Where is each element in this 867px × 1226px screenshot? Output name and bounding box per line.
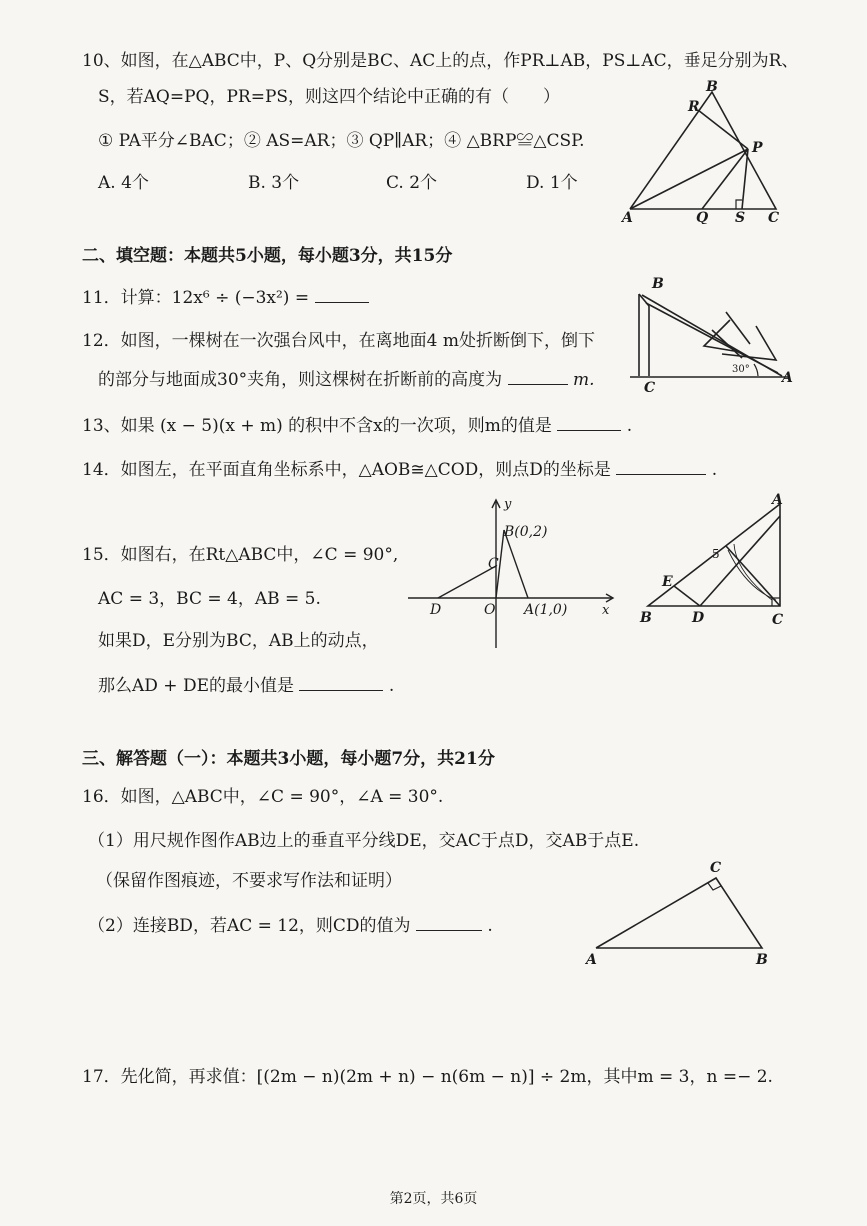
q12-unit: m.: [572, 370, 595, 390]
q10-label-s: S: [735, 210, 746, 224]
q15-label-c: C: [772, 612, 784, 628]
q10-label-b: B: [706, 79, 718, 95]
q16-label-a: A: [586, 952, 597, 968]
q13-line: [82, 414, 632, 437]
q12-answer-blank[interactable]: [508, 368, 568, 385]
q12-label-c: C: [644, 380, 656, 394]
q14-label-x: x: [602, 603, 610, 618]
q13-end: .: [626, 416, 633, 436]
q15-end: .: [388, 676, 395, 696]
q10-option-c: C. 2个: [386, 173, 438, 193]
q16-part1-note: （保留作图痕迹，不要求写作法和证明）: [96, 871, 402, 891]
q10-label-a: A: [622, 210, 633, 224]
q16-part2-text: （2）连接BD，若AC = 12，则CD的值为: [88, 916, 411, 936]
q16-part1: （1）用尺规作图作AB边上的垂直平分线DE，交AC于点D，交AB于点E.: [88, 831, 640, 851]
q14-answer-blank[interactable]: [616, 458, 706, 475]
q16-end: .: [487, 916, 493, 936]
q15-label-5: 5: [712, 547, 720, 561]
q15-label-a: A: [772, 492, 783, 508]
q15-label-d: D: [692, 610, 705, 626]
q10-triangle-figure: [620, 76, 795, 224]
q10-option-d: D. 1个: [526, 173, 578, 193]
q13-answer-blank[interactable]: [557, 414, 621, 431]
q12-line1: 12．如图，一棵树在一次强台风中，在离地面4 m处折断倒下，倒下: [82, 331, 595, 351]
q14-text: 14．如图左，在平面直角坐标系中，△AOB≅△COD，则点D的坐标是: [82, 460, 611, 480]
q13-text: 13、如果 (x − 5)(x + m) 的积中不含x的一次项，则m的值是: [82, 416, 552, 436]
q15-line2: AC = 3，BC = 4，AB = 5.: [98, 589, 321, 609]
q10-option-b: B. 3个: [248, 173, 300, 193]
q10-statements: ① PA平分∠BAC；② AS=AR；③ QP∥AR；④ △BRP≌△CSP.: [98, 131, 585, 151]
q11-text: 11．计算：12x⁶ ÷ (−3x²) =: [82, 288, 310, 308]
q12-tree-figure: [626, 272, 796, 394]
q16-triangle-figure: [580, 852, 776, 972]
q16-label-c: C: [710, 860, 722, 876]
q17-text: 17．先化简，再求值：[(2m − n)(2m + n) − n(6m − n)] ÷ 2m，其中m = 3，n =− 2.: [82, 1067, 773, 1087]
q12-line2: [98, 368, 594, 391]
q16-label-b: B: [756, 952, 768, 968]
q15-text: 那么AD + DE的最小值是: [98, 676, 294, 696]
q10-label-r: R: [688, 99, 700, 115]
q10-label-p: P: [752, 140, 763, 156]
q10-stem-line1: 10、如图，在△ABC中，P、Q分别是BC、AC上的点，作PR⊥AB，PS⊥AC，垂足分别为R、: [82, 51, 799, 71]
q14-label-a: A(1,0): [524, 602, 568, 618]
q16-part2-line: [88, 914, 493, 937]
q15-triangle-figure: [636, 488, 796, 632]
q15-line3: 如果D，E分别为BC，AB上的动点，: [98, 631, 379, 651]
page-footer: 第2页，共6页: [389, 1191, 478, 1207]
q10-label-q: Q: [696, 210, 709, 224]
q14-line: [82, 458, 717, 481]
q12-label-a: A: [782, 370, 793, 386]
q15-answer-blank[interactable]: [299, 674, 383, 691]
q16-answer-blank[interactable]: [416, 914, 482, 931]
q12-text: 的部分与地面成30°夹角，则这棵树在折断前的高度为: [98, 370, 503, 390]
q15-line1: 15．如图右，在Rt△ABC中，∠C = 90°,: [82, 545, 399, 565]
q14-coordinate-figure: [404, 492, 626, 654]
q10-label-c: C: [768, 210, 780, 224]
q14-label-o: O: [484, 602, 496, 618]
q10-stem-line2: S，若AQ=PQ，PR=PS，则这四个结论中正确的有（ ）: [98, 87, 561, 107]
q15-label-b: B: [640, 610, 652, 626]
q12-angle-label: 30°: [732, 364, 750, 375]
q14-end: .: [711, 460, 718, 480]
section3-title: 三、解答题（一）：本题共3小题，每小题7分，共21分: [82, 749, 495, 769]
q11-answer-blank[interactable]: [315, 286, 369, 303]
q15-line4: [98, 674, 394, 697]
q14-label-d: D: [430, 602, 442, 618]
q11-line: [82, 286, 369, 309]
q12-label-b: B: [652, 276, 664, 292]
q15-label-e: E: [662, 574, 673, 590]
q14-label-c: C: [488, 556, 499, 572]
q14-label-y: y: [504, 497, 512, 512]
q10-option-a: A. 4个: [98, 173, 149, 193]
q16-stem: 16．如图，△ABC中，∠C = 90°，∠A = 30°.: [82, 787, 444, 807]
q14-label-b: B(0,2): [504, 524, 548, 540]
section2-title: 二、填空题：本题共5小题，每小题3分，共15分: [82, 246, 453, 266]
